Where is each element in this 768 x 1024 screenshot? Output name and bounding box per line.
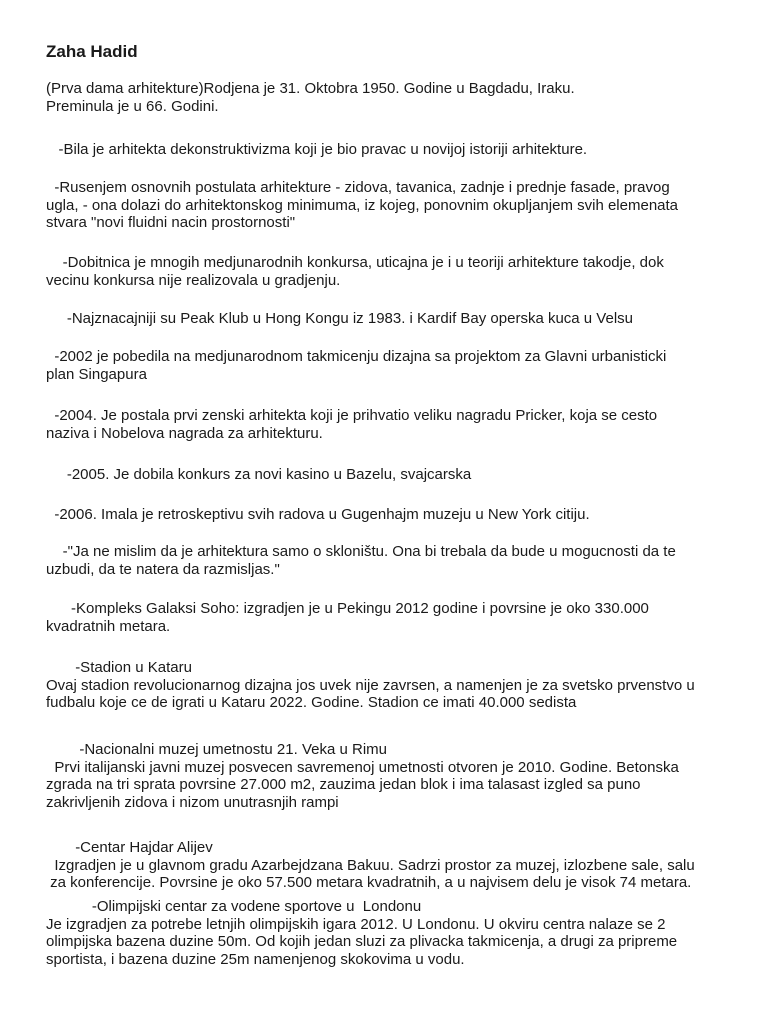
paragraph-quote: -"Ja ne mislim da je arhitektura samo o skloništu. Ona bi trebala da bude u mogucnosti da te uzbudi, da te natera da razmisljas." [46, 543, 676, 578]
paragraph-2004: -2004. Je postala prvi zenski arhitekta koji je prihvatio veliku nagradu Pricker, koja se cesto naziva i Nobelova nagrada za arhitekturu. [46, 407, 658, 442]
paragraph-2006: -2006. Imala je retroskeptivu svih radova u Gugenhajm muzeju u New York citiju. [46, 506, 590, 523]
paragraph-galaxy-soho: -Kompleks Galaksi Soho: izgradjen je u Pekingu 2012 godine i povrsine je oko 330.000 kvadratnih metara. [46, 600, 649, 635]
paragraph-rome-museum: -Nacionalni muzej umetnostu 21. Veka u Rimu Prvi italijanski javni muzej posvecen savremenoj umetnosti otvoren je 2010. Godine. Betonska zgrada na tri sprata povrsine 27.000 m2, zauzima jedan blok i ima talasast izgled sa puno zakrivljenih zidova i nizom unutrasnjih rampi [46, 741, 679, 811]
paragraph-2005: -2005. Je dobila konkurs za novi kasino u Bazelu, svajcarska [46, 466, 472, 483]
paragraph-heydar-aliyev: -Centar Hajdar Alijev Izgradjen je u glavnom gradu Azarbejdzana Bakuu. Sadrzi prostor za muzej, izlozbene sale, salu za konferencije. Povrsine je oko 57.500 metara kvadratnih, a u najvisem delu je visok 74 metara. [50, 839, 695, 891]
paragraph-competitions: -Dobitnica je mnogih medjunarodnih konkursa, uticajna je i u teoriji arhitekture takodje, dok vecinu konkursa nije realizovala u gradjenju. [46, 254, 664, 289]
paragraph-notable-works: -Najznacajniji su Peak Klub u Hong Kongu iz 1983. i Kardif Bay operska kuca u Velsu [46, 310, 634, 327]
paragraph-postulates: -Rusenjem osnovnih postulata arhitekture - zidova, tavanica, zadnje i prednje fasade, pravog ugla, - ona dolazi do arhitektonskog minimuma, iz kojeg, ponovnim okupljanjem svih elemenata stvara "novi fluidni nacin prostornosti" [46, 179, 679, 231]
document-title: Zaha Hadid [46, 42, 138, 61]
paragraph-london-aquatics: -Olimpijski centar za vodene sportove u Londonu Je izgradjen za potrebe letnjih olimpijskih igara 2012. U Londonu. U okviru centra nalaze se 2 olimpijska bazena duzine 50m. Od kojih jedan sluzi za plivacka takmicenja, a drugi za pripreme sportista, i bazena duzine 25m namenjenog skokovima u vodu. [46, 898, 678, 968]
paragraph-2002: -2002 je pobedila na medjunarodnom takmicenju dizajna sa projektom za Glavni urbanisticki plan Singapura [46, 348, 667, 383]
paragraph-deconstructivism: -Bila je arhitekta dekonstruktivizma koji je bio pravac u novijoj istoriji arhitekture. [46, 141, 588, 158]
paragraph-qatar-stadium: -Stadion u Kataru Ovaj stadion revolucionarnog dizajna jos uvek nije zavrsen, a namenjen je za svetsko prvenstvo u fudbalu koje ce de igrati u Kataru 2022. Godine. Stadion ce imati 40.000 sedista [46, 659, 695, 711]
paragraph-birth: (Prva dama arhitekture)Rodjena je 31. Oktobra 1950. Godine u Bagdadu, Iraku. Preminula je u 66. Godini. [46, 80, 575, 115]
